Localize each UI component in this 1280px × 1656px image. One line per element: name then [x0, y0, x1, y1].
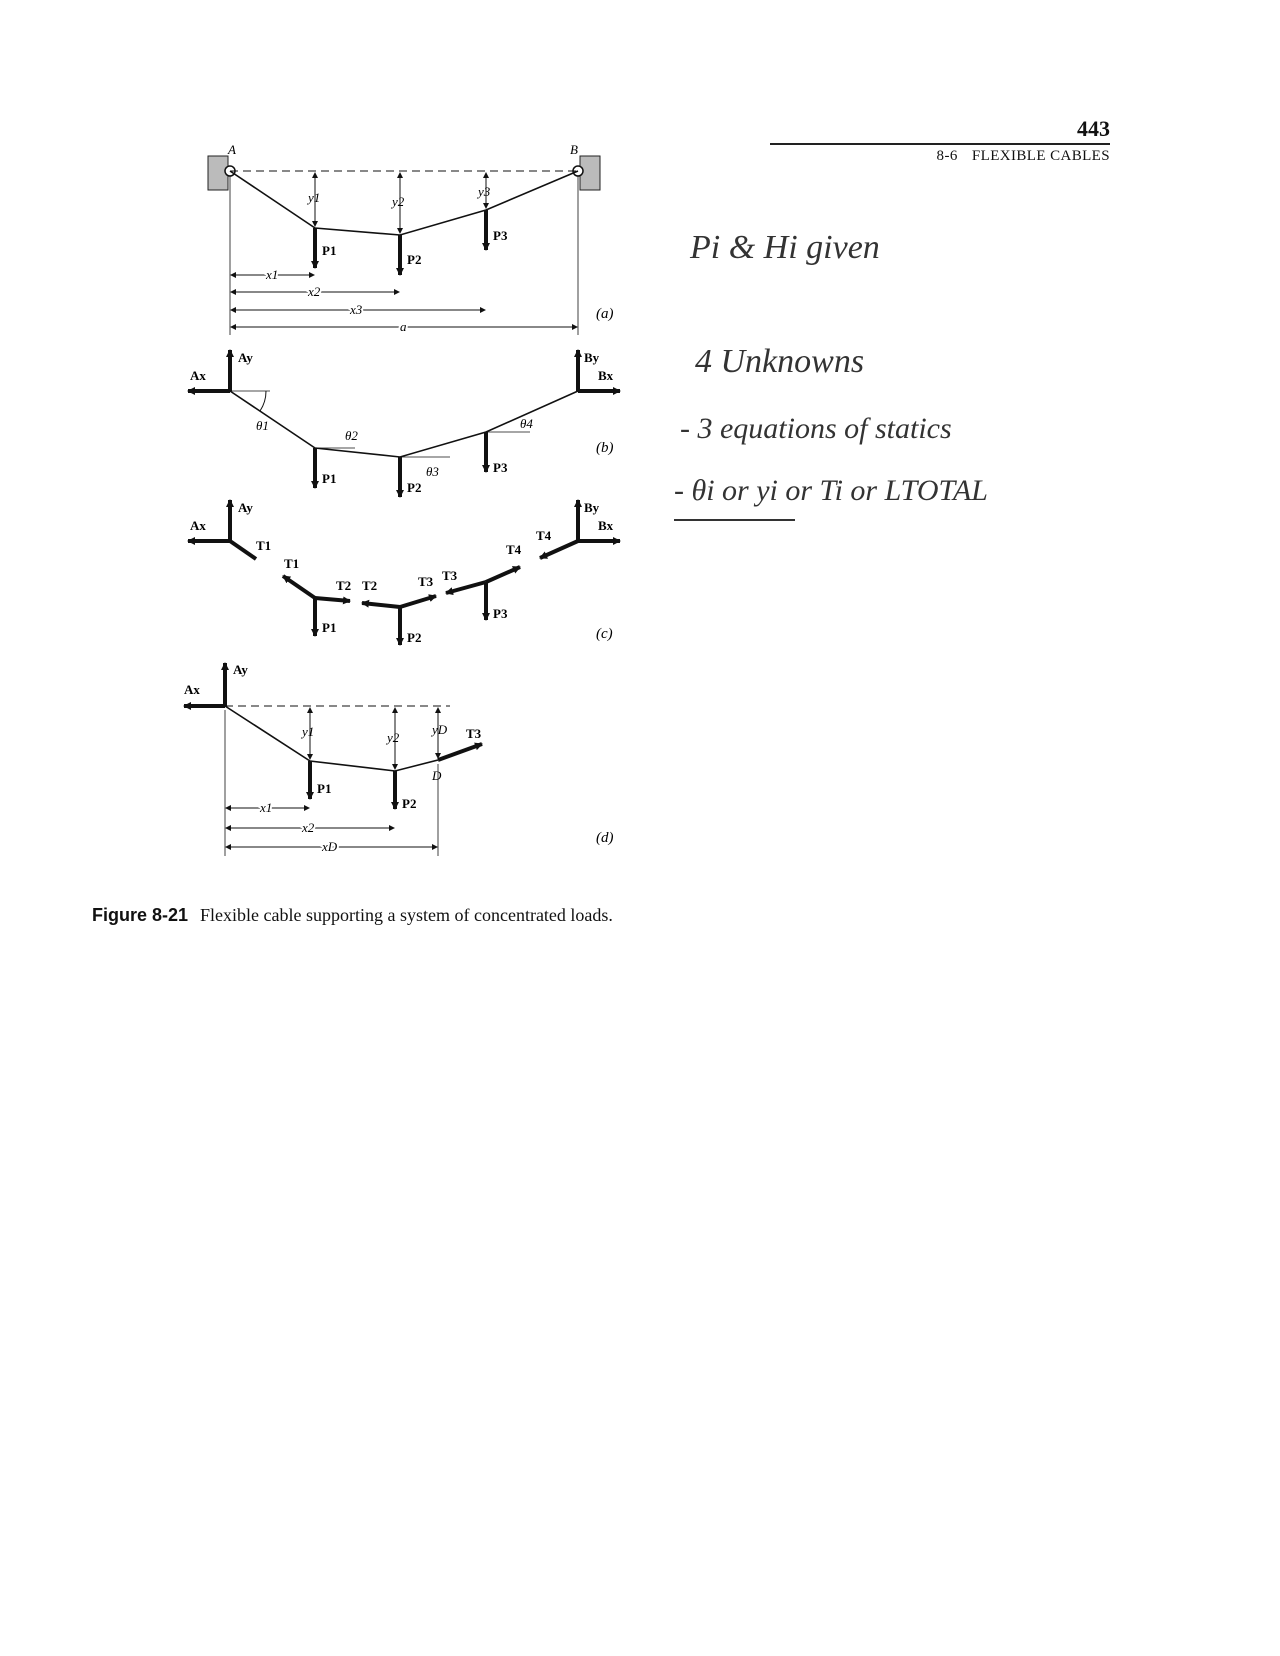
caption-text: Flexible cable supporting a system of concentrated loads.	[200, 905, 613, 925]
label-y3: y3	[478, 184, 491, 199]
label-Ay-c: Ay	[238, 500, 253, 515]
label-theta3: θ3	[426, 464, 439, 479]
label-Ax-d: Ax	[184, 682, 200, 697]
label-By-b: By	[584, 350, 600, 365]
section-number: 8-6	[936, 148, 958, 164]
section-heading	[937, 148, 1110, 165]
label-By-c: By	[584, 500, 600, 515]
label-theta2: θ2	[345, 428, 358, 443]
label-P2-b: P2	[407, 480, 422, 495]
label-x2: x2	[308, 284, 321, 299]
label-P3-b: P3	[493, 460, 508, 475]
panel-label-c: (c)	[596, 626, 613, 642]
label-T1-A: T1	[256, 538, 272, 553]
panel-d	[184, 662, 614, 856]
label-T1-joint1: T1	[284, 556, 300, 571]
cable-figure	[170, 140, 650, 900]
label-x1: x1	[266, 267, 279, 282]
label-y2-d: y2	[387, 730, 400, 745]
label-a: a	[400, 319, 407, 334]
label-x2-d: x2	[302, 820, 315, 835]
label-P2: P2	[407, 252, 422, 267]
header-rule	[770, 143, 1110, 145]
label-Bx-c: Bx	[598, 518, 614, 533]
section-title: FLEXIBLE CABLES	[971, 148, 1110, 164]
label-A: A	[228, 142, 236, 157]
label-T4-B: T4	[536, 528, 552, 543]
figure-caption	[92, 905, 613, 926]
label-x3: x3	[350, 302, 363, 317]
panel-label-b: (b)	[596, 440, 614, 456]
label-yD: yD	[432, 722, 448, 737]
page-header	[770, 116, 1110, 164]
label-Ax-c: Ax	[190, 518, 206, 533]
label-B: B	[570, 142, 578, 157]
label-P1-b: P1	[322, 471, 337, 486]
label-y2: y2	[392, 194, 405, 209]
label-x1-d: x1	[260, 800, 273, 815]
label-T4-joint3: T4	[506, 542, 522, 557]
label-T3-d: T3	[466, 726, 482, 741]
label-Ay-b: Ay	[238, 350, 253, 365]
force-T4-B	[540, 541, 578, 558]
force-T3-joint3	[446, 582, 486, 593]
label-P3-c: P3	[493, 606, 508, 621]
label-y1-d: y1	[302, 724, 315, 739]
label-T2-joint1: T2	[336, 578, 352, 593]
force-T2-joint2	[362, 603, 400, 607]
panel-a	[208, 142, 614, 335]
note-given: Pi & Hi given	[690, 229, 880, 266]
label-Bx-b: Bx	[598, 368, 614, 383]
label-y1: y1	[308, 190, 321, 205]
force-T3-joint2	[400, 596, 436, 607]
label-Ay-d: Ay	[233, 662, 248, 677]
note-equations: - 3 equations of statics	[680, 412, 952, 445]
force-T4-joint3	[486, 567, 520, 582]
label-P1-c: P1	[322, 620, 337, 635]
label-theta4: θ4	[520, 416, 533, 431]
label-P2-c: P2	[407, 630, 422, 645]
label-T3-joint2: T3	[418, 574, 434, 589]
label-Ax-b: Ax	[190, 368, 206, 383]
panel-b	[188, 350, 620, 497]
label-xD: xD	[322, 839, 338, 854]
label-P3: P3	[493, 228, 508, 243]
label-T3-joint3: T3	[442, 568, 458, 583]
page-number: 443	[1077, 116, 1110, 141]
angle-arc-theta1	[260, 391, 266, 411]
figure-number: Figure 8-21	[92, 905, 189, 925]
panel-label-a: (a)	[596, 306, 614, 322]
note-unknowns: 4 Unknowns	[695, 343, 865, 380]
note-options: - θi or yi or Ti or LTOTAL	[674, 474, 988, 507]
label-theta1: θ1	[256, 418, 269, 433]
cable-section	[225, 706, 438, 771]
panel-label-d: (d)	[596, 830, 614, 846]
force-T2-joint1	[315, 598, 350, 601]
panel-c	[188, 500, 620, 645]
label-D: D	[432, 768, 442, 783]
label-P2-d: P2	[402, 796, 417, 811]
force-T3-d	[438, 744, 482, 760]
label-P1: P1	[322, 243, 337, 258]
label-P1-d: P1	[317, 781, 332, 796]
force-T1-joint1	[283, 576, 315, 598]
force-T1-A	[230, 541, 256, 559]
label-T2-joint2: T2	[362, 578, 378, 593]
